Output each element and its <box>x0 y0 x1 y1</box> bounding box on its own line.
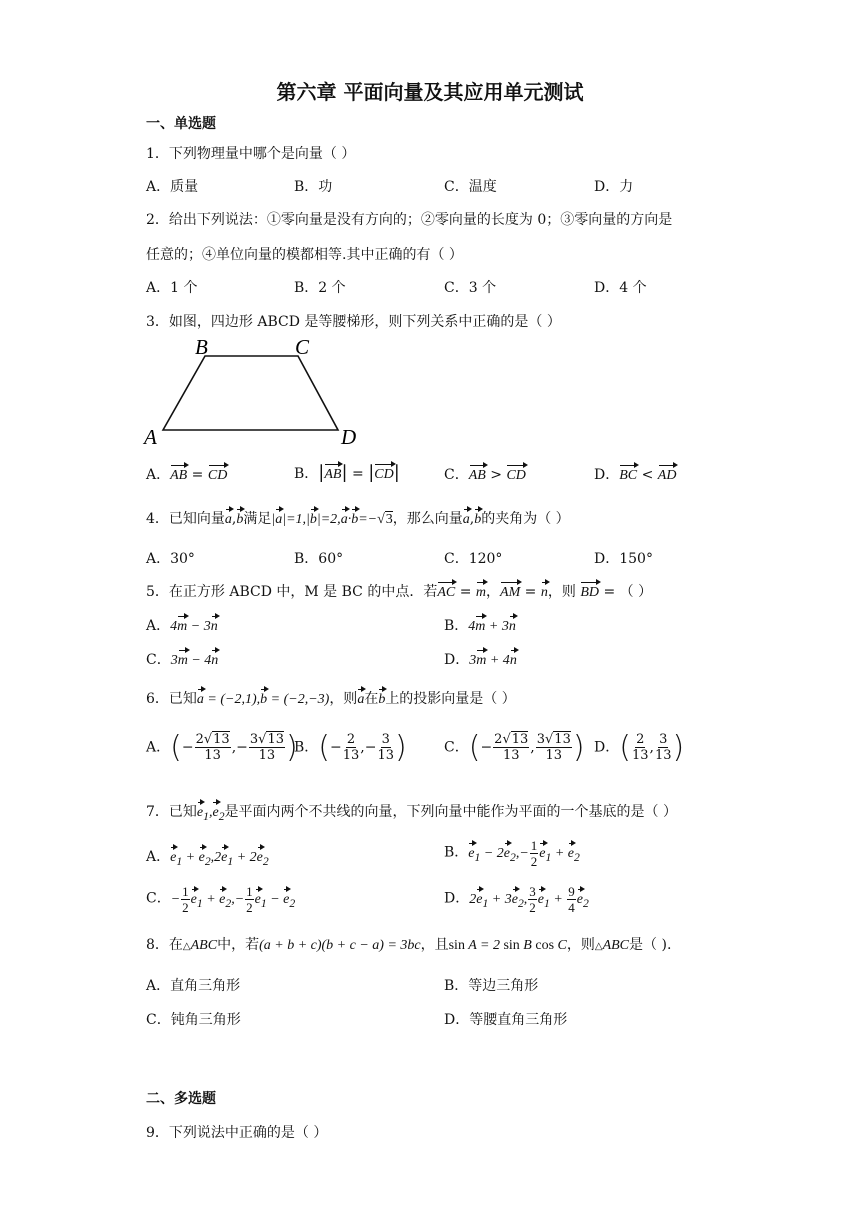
q4-option-a: A．30° <box>146 551 195 567</box>
q6-option-a: A．(− $\frac{2√13}{13}$ ,− $\frac{3√13}{13}$ ) <box>146 730 298 765</box>
q7-option-c: C．− $\frac{1}{2}$ $e_1 + e_2,-$ $\frac{1}{2}$ $e_1 - e_2$ <box>146 884 296 915</box>
page-title: 第六章 平面向量及其应用单元测试 <box>276 80 584 104</box>
question-4-stem: 4．已知向量a,b满足|a|=1,|b|=2,a·b=−√3，那么向量a,b的夹角为（ ） <box>146 511 570 527</box>
q5-option-b: B．4m + 3n <box>444 618 516 634</box>
vertex-label-b: B <box>195 335 208 359</box>
q7-option-b: B．$e_1 - 2e_2,-$ $\frac{1}{2}$ $e_1 + e_2$ <box>444 838 580 869</box>
question-1-stem: 1．下列物理量中哪个是向量（ ） <box>146 146 356 162</box>
q1-option-c: C．温度 <box>444 179 497 195</box>
q6-option-c: C．(− $\frac{2√13}{13}$ , $\frac{3√13}{13}$ ) <box>444 730 585 765</box>
q8-option-a: A．直角三角形 <box>146 978 241 994</box>
q7-option-a: A．$e_1 + e_2,2e_1 + 2e_2$ <box>146 849 269 868</box>
q1-option-b: B．功 <box>294 179 333 195</box>
vertex-label-c: C <box>295 335 310 359</box>
question-3-stem: 3．如图，四边形 ABCD 是等腰梯形，则下列关系中正确的是（ ） <box>146 314 561 330</box>
trapezoid-figure <box>140 334 380 454</box>
question-7-stem: 7．已知$e_1,e_2$是平面内两个不共线的向量，下列向量中能作为平面的一个基底的是（ ） <box>146 804 677 823</box>
q8-option-d: D．等腰直角三角形 <box>444 1012 568 1028</box>
q7-option-d: D．$2e_1 + 3e_2$, $\frac{3}{2}$ $e_1$ + $\frac{9}{4}$ $e_2$ <box>444 884 589 915</box>
question-2-stem-line1: 2．给出下列说法：①零向量是没有方向的；②零向量的长度为 0；③零向量的方向是 <box>146 212 673 228</box>
q3-option-a: A．AB = CD <box>146 467 228 483</box>
q5-option-a: A．4m − 3n <box>146 618 218 634</box>
q8-option-b: B．等边三角形 <box>444 978 539 994</box>
question-5-stem: 5．在正方形 ABCD 中，M 是 BC 的中点．若AC = m，AM = n，则 BD = （ ） <box>146 584 653 600</box>
q2-option-a: A．1 个 <box>146 280 198 296</box>
vertex-label-d: D <box>341 425 357 449</box>
q3-option-c: C．AB > CD <box>444 467 526 483</box>
q1-option-d: D．力 <box>594 179 634 195</box>
question-6-stem: 6．已知a = (−2,1),b = (−2,−3)，则a在b上的投影向量是（ ） <box>146 691 516 707</box>
question-8-stem: 8．在△ABC中，若(a + b + c)(b + c − a) = 3bc，且sin A = 2 sin B cos C，则△ABC是（ ). <box>146 937 672 953</box>
question-2-stem-line2: 任意的；④单位向量的模都相等.其中正确的有（ ） <box>146 247 463 263</box>
q3-option-b: B．|AB| = |CD| <box>294 462 400 483</box>
q2-option-c: C．3 个 <box>444 280 497 296</box>
question-9-stem: 9．下列说法中正确的是（ ） <box>146 1125 328 1141</box>
q1-option-a: A．质量 <box>146 179 199 195</box>
q8-option-c: C．钝角三角形 <box>146 1012 241 1028</box>
q4-option-b: B．60° <box>294 551 344 567</box>
section-heading-multiple-choice: 二、多选题 <box>146 1091 216 1107</box>
q2-option-b: B．2 个 <box>294 280 346 296</box>
q5-option-c: C．3m − 4n <box>146 652 219 668</box>
q4-option-d: D．150° <box>594 551 653 567</box>
section-heading-single-choice: 一、单选题 <box>146 116 216 132</box>
q6-option-d: D．( $\frac{2}{13}$ , $\frac{3}{13}$ ) <box>594 730 685 765</box>
q2-option-d: D．4 个 <box>594 280 647 296</box>
q6-option-b: B．(− $\frac{2}{13}$ ,− $\frac{3}{13}$ ) <box>294 730 407 765</box>
q3-option-d: D．BC < AD <box>594 467 677 483</box>
q4-option-c: C．120° <box>444 551 503 567</box>
q5-option-d: D．3m + 4n <box>444 652 517 668</box>
vertex-label-a: A <box>144 425 157 449</box>
